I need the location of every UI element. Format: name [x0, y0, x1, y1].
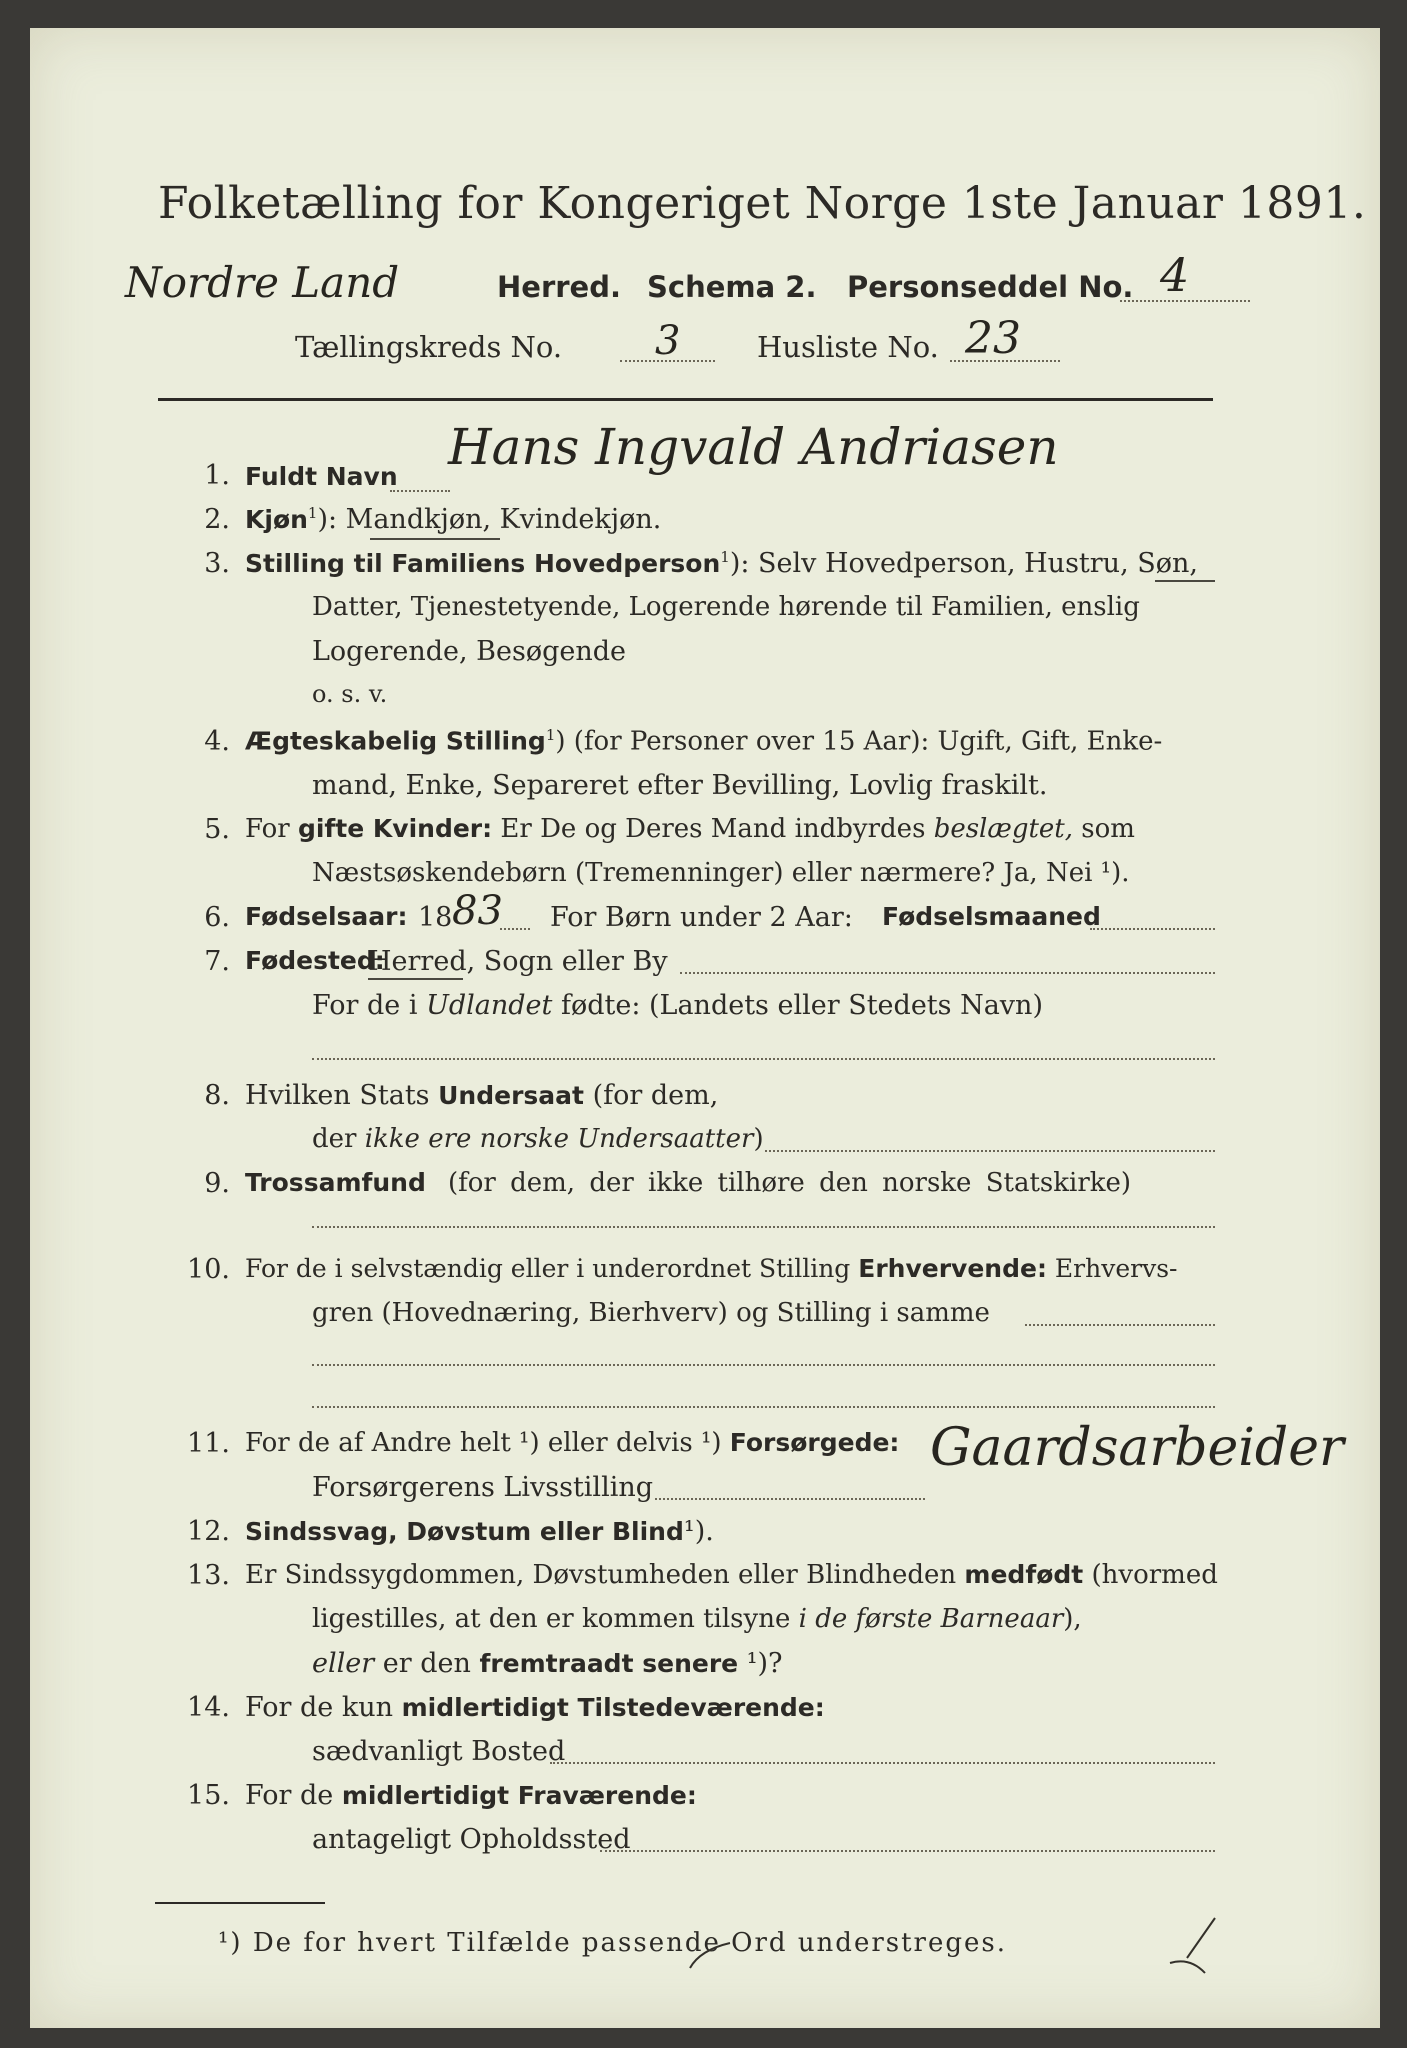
item-10-label: Erhvervende:: [858, 1254, 1047, 1283]
item-5-row1: [245, 814, 1135, 844]
item-7-line2: [312, 990, 1043, 1021]
item-10-text: Erhvervs-: [1054, 1254, 1178, 1283]
item-14-number: 14.: [187, 1692, 230, 1723]
item-8-dots: [765, 1150, 1215, 1152]
item-4-row1: [245, 726, 1162, 757]
item-8-text: (for dem,: [592, 1080, 719, 1111]
item-14-dots: [550, 1762, 1215, 1764]
item-1-label: Fuldt Navn: [245, 462, 398, 491]
item-3-row1: [245, 548, 1198, 579]
item-6-month-dots: [1090, 928, 1215, 930]
item-13-pre: Er Sindssygdommen, Døvstumheden eller Blindheden: [245, 1560, 957, 1590]
item-13-text: (hvormed: [1091, 1560, 1218, 1590]
personseddel-label: Personseddel No.: [847, 270, 1134, 304]
provider-occupation-value: Gaardsarbeider: [930, 1418, 1344, 1478]
schema-label: Schema 2.: [647, 270, 817, 304]
item-4-sup: 1: [545, 726, 556, 744]
item-5-text-c: som: [1081, 814, 1135, 844]
item-3-line4: o. s. v.: [312, 680, 388, 708]
item-13-line2b: i de første Barneaar: [798, 1604, 1064, 1634]
item-15-number: 15.: [187, 1780, 230, 1811]
item-8-line2b: ikke ere norske Undersaatter: [364, 1124, 754, 1154]
item-11-pre: For de af Andre helt ¹) eller delvis ¹): [245, 1428, 722, 1458]
item-7-line2b: Udlandet: [426, 990, 553, 1021]
item-9-label: Trossamfund: [245, 1168, 426, 1197]
item-7-dots: [680, 972, 1215, 974]
herred-label: Herred.: [497, 270, 621, 304]
item-14-pre: For de kun: [245, 1692, 393, 1723]
item-6-label: Fødselsaar:: [245, 902, 408, 931]
header-rule: [158, 398, 1213, 401]
item-10-line2: gren (Hovednæring, Bierhverv) og Stilling i samme: [312, 1298, 990, 1328]
item-6-label2: Fødselsmaaned: [882, 902, 1101, 931]
item-4-text: ) (for Personer over 15 Aar): Ugift, Gift, Enke-: [555, 726, 1163, 757]
item-13-line3a: eller: [312, 1648, 375, 1679]
item-5-text-b: beslægtet,: [933, 814, 1074, 844]
item-13-row1: [245, 1560, 1218, 1590]
item-12-number: 12.: [187, 1516, 230, 1547]
item-4-line2: mand, Enke, Separeret efter Bevilling, Lovlig fraskilt.: [312, 770, 1048, 801]
item-3-text: ): Selv Hovedperson, Hustru, Søn,: [729, 548, 1198, 579]
birth-year-value: 83: [452, 888, 503, 934]
item-15-dots: [600, 1850, 1215, 1852]
ink-stroke-mark: [30, 28, 1380, 2028]
item-9-text: (for dem, der ikke tilhøre den norske Statskirke): [448, 1168, 1132, 1198]
item-13-line2a: ligestilles, at den er kommen tilsyne: [312, 1604, 791, 1634]
item-1-number: 1.: [204, 460, 230, 491]
item-8-line2c: ): [753, 1124, 764, 1154]
item-5-line2: Næstsøskendebørn (Tremenninger) eller nærmere? Ja, Nei ¹).: [312, 858, 1130, 888]
item-3-label: Stilling til Familiens Hovedperson: [245, 549, 721, 578]
item-6-prefix: 18: [418, 902, 453, 933]
item-15-pre: For de: [245, 1780, 334, 1811]
item-5-text-a: Er De og Deres Mand indbyrdes: [500, 814, 926, 844]
item-14-line2: sædvanligt Bosted: [312, 1736, 566, 1767]
item-11-dots: [655, 1498, 925, 1500]
item-5-number: 5.: [204, 814, 230, 845]
item-9-number: 9.: [204, 1168, 230, 1199]
item-8-label: Undersaat: [438, 1081, 584, 1110]
item-14-label: midlertidigt Tilstedeværende:: [401, 1693, 825, 1722]
husliste-label: Husliste No.: [757, 330, 939, 364]
husliste-value: 23: [965, 313, 1021, 364]
kreds-value: 3: [655, 318, 681, 364]
item-3-line2: Datter, Tjenestetyende, Logerende hørende til Familien, enslig: [312, 592, 1140, 622]
item-7-number: 7.: [204, 946, 230, 977]
item-11-number: 11.: [187, 1428, 230, 1459]
item-3-sup: 1: [720, 548, 730, 566]
item-8-number: 8.: [204, 1080, 230, 1111]
item-2-label: Kjøn: [245, 505, 308, 534]
census-form: [30, 28, 1380, 2028]
item-11-line2: Forsørgerens Livsstilling: [312, 1472, 654, 1503]
item-3-line3: Logerende, Besøgende: [312, 636, 626, 667]
item-12-label: Sindssvag, Døvstum eller Blind: [245, 1517, 684, 1546]
footnote-rule: [155, 1902, 325, 1904]
item-13-label: medfødt: [964, 1560, 1084, 1589]
item-2-sup: 1: [307, 504, 318, 522]
footnote: ¹) De for hvert Tilfælde passende Ord understreges.: [218, 1928, 1008, 1958]
item-11-label: Forsørgede:: [729, 1428, 900, 1457]
item-8-pre: Hvilken Stats: [245, 1080, 430, 1111]
item-10-row1: [245, 1254, 1177, 1283]
item-10-dots2: [312, 1364, 1215, 1366]
item-1-dots: [390, 490, 450, 492]
item-15-line2: antageligt Opholdssted: [312, 1824, 631, 1855]
full-name-value: Hans Ingvald Andriasen: [448, 418, 1059, 476]
item-6-dots: [500, 928, 530, 930]
mandkjon-underline: [370, 538, 500, 540]
item-15-row1: [245, 1780, 697, 1811]
kreds-label: Tællingskreds No.: [295, 330, 563, 364]
item-2-number: 2.: [204, 504, 230, 535]
personseddel-value: 4: [1160, 248, 1190, 302]
item-10-dots1: [1025, 1324, 1215, 1326]
item-9-dots: [312, 1226, 1215, 1228]
form-title: Folketælling for Kongeriget Norge 1ste Januar 1891.: [158, 178, 1367, 229]
item-10-dots3: [312, 1406, 1215, 1408]
son-underline: [1155, 580, 1215, 582]
item-7-dots2: [312, 1058, 1215, 1060]
item-13-line3: [312, 1648, 783, 1679]
item-5-pre: For: [245, 814, 290, 844]
item-14-row1: [245, 1692, 825, 1723]
herred-value: Nordre Land: [125, 258, 400, 307]
herred-underline: [368, 978, 463, 980]
item-11-row1: [245, 1428, 899, 1458]
item-7-text: Herred, Sogn eller By: [368, 946, 668, 977]
item-8-line2: [312, 1124, 764, 1154]
item-8-line2a: der: [312, 1124, 357, 1154]
item-13-line3d: ¹)?: [746, 1648, 783, 1679]
item-7-line2a: For de i: [312, 990, 418, 1021]
item-2-text: ): Mandkjøn, Kvindekjøn.: [317, 504, 662, 535]
item-13-line2: [312, 1604, 1082, 1634]
item-5-label: gifte Kvinder:: [297, 814, 493, 843]
item-4-number: 4.: [204, 726, 230, 757]
item-13-line3c: fremtraadt senere: [479, 1649, 739, 1678]
item-13-line3b: er den: [382, 1648, 471, 1679]
item-4-label: Ægteskabelig Stilling: [245, 726, 546, 756]
item-8-row1: [245, 1080, 718, 1111]
item-3-number: 3.: [204, 548, 230, 579]
item-12-row: [245, 1516, 714, 1547]
item-7-label: Fødested:: [245, 946, 385, 975]
item-13-number: 13.: [187, 1560, 230, 1591]
item-12-text: ¹).: [683, 1516, 714, 1547]
item-2-row: [245, 504, 661, 535]
item-15-label: midlertidigt Fraværende:: [341, 1781, 697, 1810]
item-7-line2c: fødte: (Landets eller Stedets Navn): [560, 990, 1043, 1021]
item-6-number: 6.: [204, 902, 230, 933]
item-13-line2c: ),: [1063, 1604, 1082, 1634]
item-6-mid: For Børn under 2 Aar:: [550, 902, 853, 933]
item-10-pre: For de i selvstændig eller i underordnet Stilling: [245, 1254, 851, 1283]
item-10-number: 10.: [187, 1254, 230, 1285]
